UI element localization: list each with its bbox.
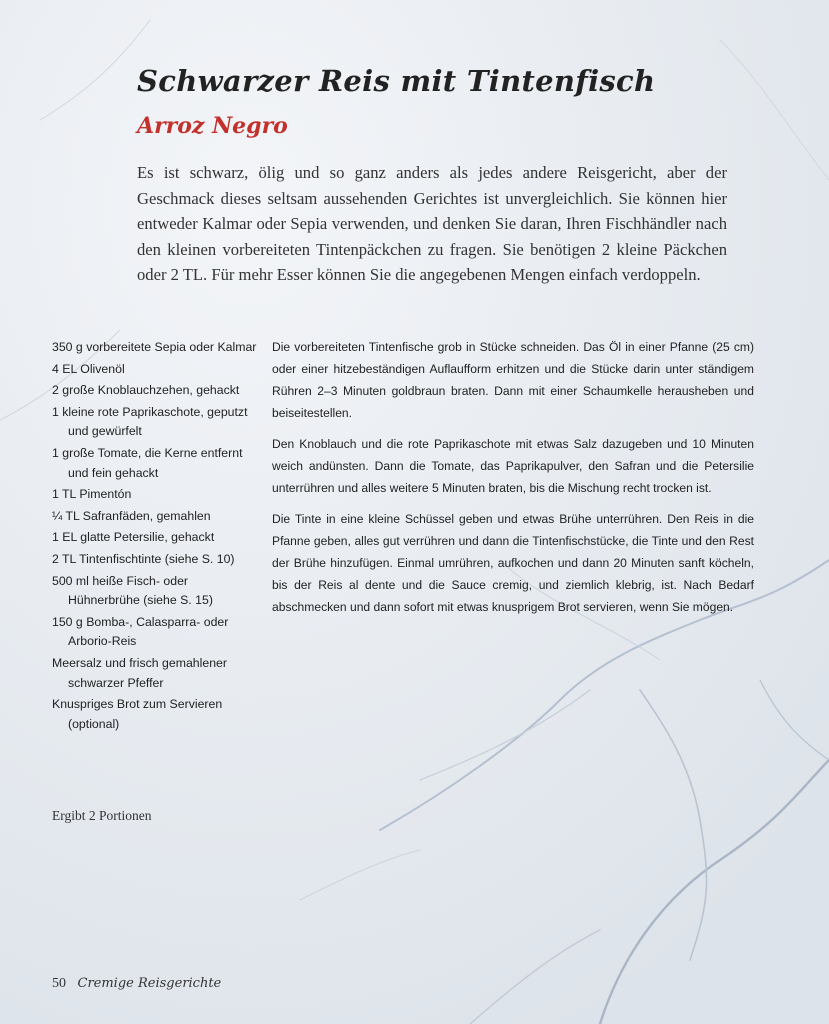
recipe-title: Schwarzer Reis mit Tintenfisch xyxy=(137,64,656,98)
recipe-subtitle: Arroz Negro xyxy=(137,113,288,139)
recipe-intro: Es ist schwarz, ölig und so ganz anders als jedes andere Reisgericht, aber der Geschmack dieses seltsam aussehenden Gerichtes ist unvergleichlich. Sie können hier entweder Kalmar oder Sepia verwenden, und denken Sie daran, Ihren Fischhändler nach den kleinen vorbereiteten Tintenpäckchen zu fragen. Sie benötigen 2 kleine Päckchen oder 2 TL. Für mehr Esser können Sie die angegebenen Mengen einfach verdoppeln. xyxy=(137,163,727,285)
ingredient-item: ¼ TL Safranfäden, gemahlen xyxy=(52,508,211,523)
chapter-name: Cremige Reisgerichte xyxy=(77,976,222,991)
ingredient-item: 500 ml heiße Fisch- oder Hühnerbrühe (siehe S. 15) xyxy=(52,573,213,608)
method-step: Die vorbereiteten Tintenfische grob in Stücke schneiden. Das Öl in einer Pfanne (25 cm) oder einer hitzebeständigen Auflaufform erhitzen und die Stücke darin unter ständigem Rühren 2–3 Minuten goldbraun braten. Dann mit einer Schaumkelle herausheben und beiseitestellen. xyxy=(272,340,754,420)
ingredient-item: 350 g vorbereitete Sepia oder Kalmar xyxy=(52,340,257,354)
ingredient-item: 150 g Bomba-, Calasparra- oder Arborio-Reis xyxy=(52,614,229,649)
ingredients-list xyxy=(52,338,262,736)
ingredient-item: 2 TL Tintenfischtinte (siehe S. 10) xyxy=(52,551,235,566)
page-footer xyxy=(52,976,221,992)
ingredient-item: 4 EL Olivenöl xyxy=(52,361,125,376)
portions-note: Ergibt 2 Portionen xyxy=(52,808,152,823)
ingredient-item: 1 große Tomate, die Kerne entfernt und fein gehackt xyxy=(52,445,243,480)
ingredient-item: 2 große Knoblauchzehen, gehackt xyxy=(52,383,240,398)
ingredient-item: 1 kleine rote Paprikaschote, geputzt und gewürfelt xyxy=(52,404,248,439)
page-number: 50 xyxy=(52,976,66,991)
method-step: Die Tinte in eine kleine Schüssel geben und etwas Brühe unterrühren. Den Reis in die Pfanne geben, alles gut verrühren und dann die Tintenfischstücke, die Tinte und den Rest der Brühe hinzufügen. Einmal umrühren, aufkochen und dann 20 Minuten sanft köcheln, bis der Reis al dente und die Sauce cremig, und ziemlich klebrig, ist. Nach Bedarf abschmecken und dann sofort mit etwas knusprigem Brot servieren, wenn Sie mögen. xyxy=(272,512,754,614)
ingredient-item: Meersalz und frisch gemahlener schwarzer Pfeffer xyxy=(52,655,227,690)
ingredient-item: Knuspriges Brot zum Servieren (optional) xyxy=(52,697,223,731)
method-steps xyxy=(272,336,754,627)
method-step: Den Knoblauch und die rote Paprikaschote mit etwas Salz dazugeben und 10 Minuten weich andünsten. Dann die Tomate, das Paprikapulver, den Safran und die Petersilie unterrühren und alles weitere 5 Minuten braten, bis die Mischung recht trocken ist. xyxy=(272,437,754,495)
ingredient-item: 1 TL Pimentón xyxy=(52,487,132,502)
ingredient-item: 1 EL glatte Petersilie, gehackt xyxy=(52,530,215,545)
